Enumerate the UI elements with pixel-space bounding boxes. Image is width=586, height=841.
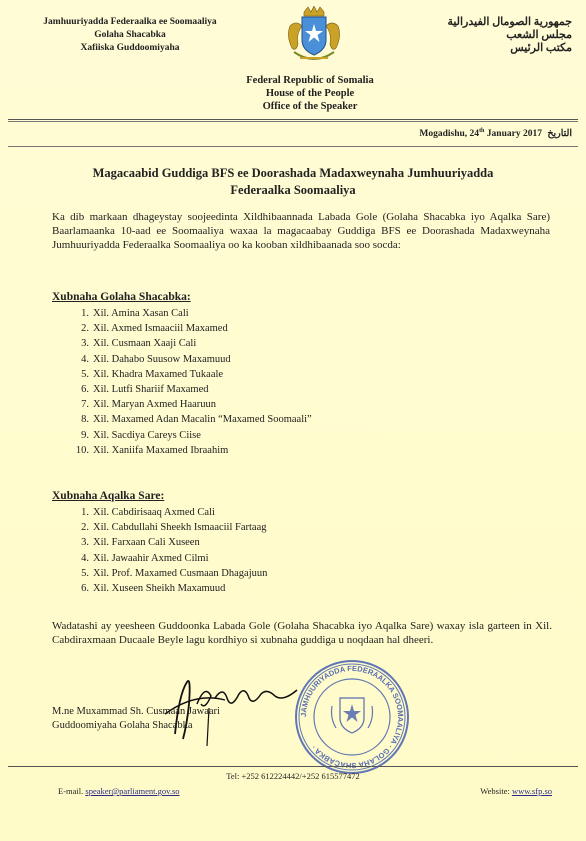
list-item-name: Xil. Cabdirisaaq Axmed Cali <box>93 507 215 518</box>
list-item <box>68 412 312 427</box>
house-members-list <box>68 306 312 458</box>
footer-website-label: Website: <box>480 786 512 796</box>
list-item <box>68 443 312 458</box>
list-item-name: Xil. Jawaahir Axmed Cilmi <box>93 552 209 564</box>
list-item <box>68 581 267 596</box>
somalia-coat-of-arms-icon <box>284 6 344 68</box>
list-item <box>68 566 267 581</box>
header-english-line-2: House of the People <box>265 88 355 99</box>
footer-email-label: E-mail. <box>58 786 86 796</box>
list-item-name: Xil. Cusmaan Xaaji Cali <box>93 338 197 350</box>
signatory <box>52 705 220 733</box>
list-item-number: 2. <box>81 522 89 534</box>
letter-title <box>40 165 546 199</box>
list-item-name: Xil. Maryan Axmed Haaruun <box>93 399 217 411</box>
list-item-number: 6. <box>81 583 89 595</box>
list-item <box>68 336 312 351</box>
section-heading-senate: Xubnaha Aqalka Sare: <box>52 490 165 502</box>
header-divider <box>8 119 578 120</box>
footer-telephone: Tel: +252 612224442/+252 615577472 <box>226 771 360 781</box>
letter-title-line-2: Federaalka Soomaaliya <box>230 183 356 197</box>
senate-members-list <box>68 505 267 596</box>
list-item <box>68 535 267 550</box>
header-somali <box>10 16 250 55</box>
list-item-name: Xil. Lutfi Shariif Maxamed <box>93 384 209 396</box>
seal-text: JAMHUURIYADDA FEDERAALKA SOOMAALIYA · GOLAHA SHACABKA · <box>298 663 406 771</box>
letter-title-line-1: Magacaabid Guddiga BFS ee Doorashada Madaxweynaha Jumhuuriyadda <box>92 166 494 180</box>
list-item <box>68 382 312 397</box>
footer-website <box>480 786 552 796</box>
signatory-name: M.ne Muxammad Sh. Cusmaan Jawaari <box>52 706 220 717</box>
list-item <box>68 321 312 336</box>
letter-date <box>419 128 572 139</box>
official-stamp-icon <box>290 658 415 776</box>
list-item-name: Xil. Dahabo Suusow Maxamuud <box>93 353 231 365</box>
date-month-year: January 2017 <box>484 129 542 140</box>
footer-email-link[interactable]: speaker@parliament.gov.so <box>85 786 180 796</box>
list-item-name: Xil. Khadra Maxamed Tukaale <box>93 368 224 380</box>
list-item-number: 3. <box>81 338 89 350</box>
header-english-line-3: Office of the Speaker <box>262 101 358 112</box>
list-item-number: 9. <box>81 429 89 441</box>
list-item-number: 5. <box>81 368 89 380</box>
list-item <box>68 306 312 321</box>
signatory-title: Guddoomiyaha Golaha Shacabka <box>52 720 193 731</box>
list-item-number: 1. <box>81 308 89 319</box>
header-arabic-line-2: مجلس الشعب <box>506 29 572 41</box>
header-english <box>200 74 420 113</box>
footer-divider <box>8 766 578 767</box>
date-arabic-label: التاريخ <box>547 129 572 140</box>
header-somali-line-1: Jamhuuriyadda Federaalka ee Soomaaliya <box>43 17 217 27</box>
list-item-name: Xil. Amina Xasan Cali <box>93 308 189 319</box>
list-item <box>68 352 312 367</box>
list-item-name: Xil. Prof. Maxamed Cusmaan Dhagajuun <box>93 567 268 579</box>
list-item-name: Xil. Farxaan Cali Xuseen <box>93 537 200 549</box>
header-somali-line-2: Golaha Shacabka <box>94 30 166 40</box>
list-item-name: Xil. Axmed Ismaaciil Maxamed <box>93 323 228 335</box>
list-item-name: Xil. Cabdullahi Sheekh Ismaaciil Fartaag <box>93 522 267 534</box>
header-divider-2 <box>8 121 578 122</box>
list-item-name: Xil. Xaniifa Maxamed Ibraahim <box>93 444 229 456</box>
list-item-number: 6. <box>81 384 89 396</box>
list-item-name: Xil. Maxamed Adan Macalin “Maxamed Soomaali” <box>93 414 312 426</box>
date-city-day: Mogadishu, 24 <box>419 129 480 140</box>
list-item-name: Xil. Xuseen Sheikh Maxamuud <box>93 583 226 595</box>
list-item-number: 10. <box>75 444 89 456</box>
closing-paragraph: Wadatashi ay yeesheen Guddoonka Labada Gole (Golaha Shacabka iyo Aqalka Sare) waxay isla garteen in Xil. Cabdiraxmaan Ducaale Beyle lagu kordhiyo si xubnaha guddiga u noqdaan hal dheeri. <box>52 620 552 646</box>
section-heading-house: Xubnaha Golaha Shacabka: <box>52 291 191 303</box>
footer-email <box>58 786 180 796</box>
list-item <box>68 551 267 566</box>
date-day-suffix: th <box>479 128 485 134</box>
list-item <box>68 520 267 535</box>
list-item <box>68 397 312 412</box>
header-arabic <box>422 16 572 55</box>
list-item <box>68 367 312 382</box>
list-item-name: Xil. Sacdiya Careys Ciise <box>93 429 201 441</box>
header-somali-line-3: Xafiiska Guddoomiyaha <box>80 43 180 53</box>
list-item <box>68 505 267 520</box>
footer-website-link[interactable]: www.sfp.so <box>511 786 552 796</box>
header-english-line-1: Federal Republic of Somalia <box>246 75 374 86</box>
intro-paragraph: Ka dib markaan dhageystay soojeedinta Xildhibaannada Labada Gole (Golaha Shacabka iyo Aqalka Sare) Baarlamaanka 10-aad ee Soomaaliya waxaa la magacaabay Guddiga BFS ee Doorashada Madaxweynaha Jumhuuriyadda Federaalka Soomaaliya oo ka kooban xildhibaanada soo socda: <box>52 211 550 251</box>
list-item-number: 4. <box>81 552 89 564</box>
list-item-number: 2. <box>81 323 89 335</box>
list-item-number: 8. <box>81 414 89 426</box>
list-item-number: 7. <box>81 399 89 411</box>
list-item-number: 3. <box>81 537 89 549</box>
header-arabic-line-1: جمهورية الصومال الفيدرالية <box>447 16 572 28</box>
list-item-number: 5. <box>81 567 89 579</box>
header-arabic-line-3: مكتب الرئيس <box>510 42 572 54</box>
list-item <box>68 428 312 443</box>
list-item-number: 1. <box>81 507 89 518</box>
date-divider <box>8 146 578 147</box>
list-item-number: 4. <box>81 353 89 365</box>
